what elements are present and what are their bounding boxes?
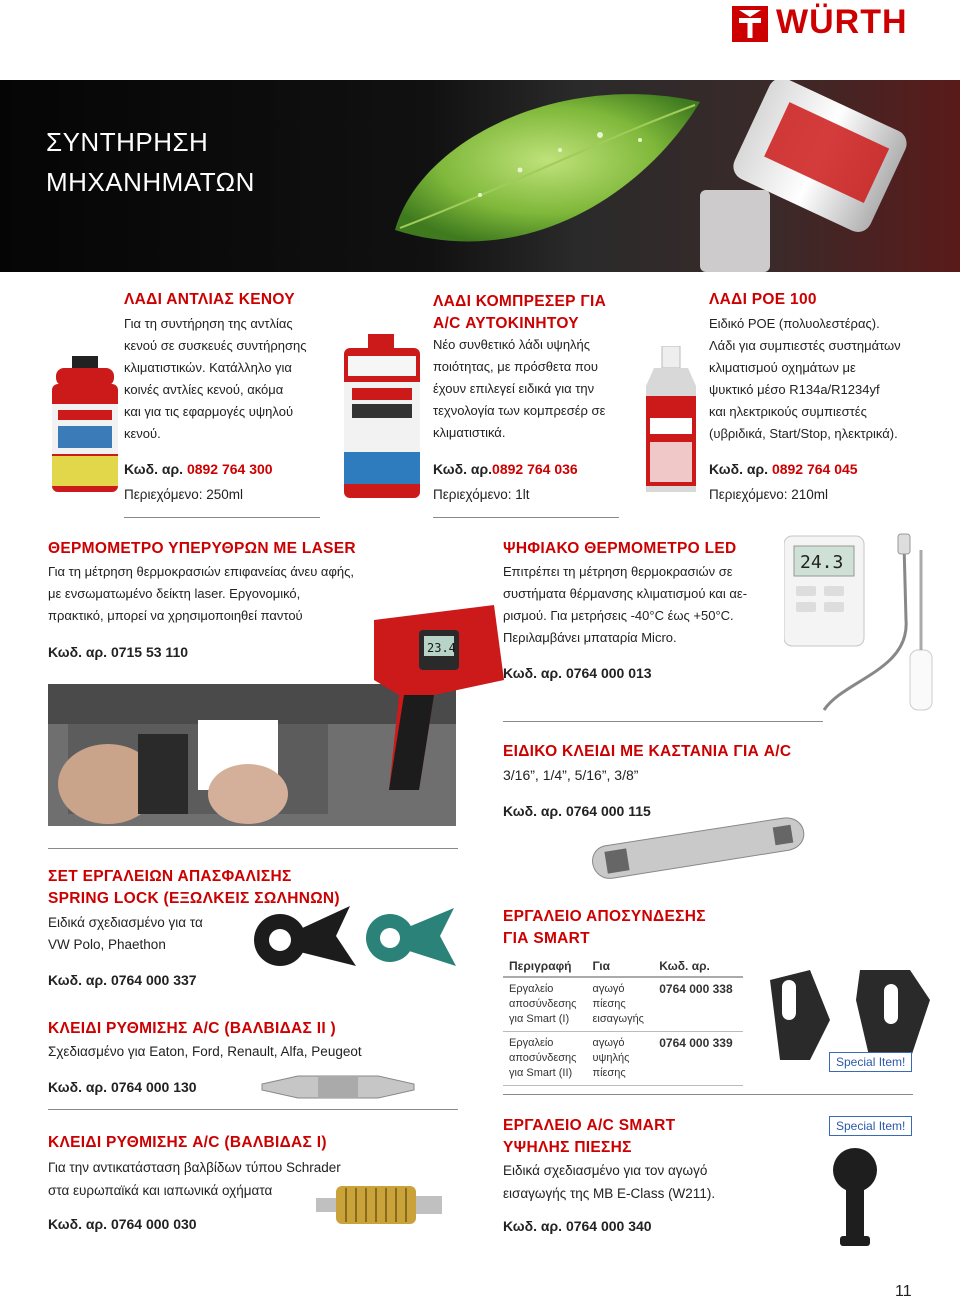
product3-content: Περιεχόμενο: 210ml [709, 487, 829, 502]
valve-key2-code [48, 1079, 197, 1095]
code-value: 0892 764 036 [492, 461, 578, 477]
code-label: Κωδ. αρ. [124, 461, 184, 477]
product1-line: Για τη συντήρηση της αντλίας [124, 316, 293, 331]
cell-line: αποσύνδεσης [509, 998, 577, 1010]
cell-line: πίεσης [592, 1067, 626, 1079]
code-value: 0892 764 045 [771, 461, 858, 477]
cell-line: για Smart (II) [509, 1067, 573, 1079]
table-cell: 0764 000 339 [653, 1032, 743, 1086]
product2-title-line1: ΛΑΔΙ ΚΟΜΠΡΕΣΕΡ ΓΙΑ [433, 293, 607, 310]
spring-lock-title-line2: SPRING LOCK (ΕΞΩΛΚΕΙΣ ΣΩΛΗΝΩΝ) [48, 890, 340, 907]
product3-line: και ηλεκτρικούς συμπιεστές [709, 404, 867, 419]
product1-line: κλιματιστικών. Κατάλληλο για [124, 360, 292, 375]
table-cell [503, 977, 586, 1032]
thermo-laser-line: Για τη μέτρηση θερμοκρασιών επιφανείας άνευ αφής, [48, 564, 354, 579]
product2-line: Νέο συνθετικό λάδι υψηλής [433, 337, 591, 352]
special-item-badge: Special Item! [829, 1052, 912, 1072]
thermo-laser-code [48, 644, 188, 660]
valve-key2-description: Σχεδιασμένο για Eaton, Ford, Renault, Alfa, Peugeot [48, 1044, 362, 1059]
vacuum-pump-oil-can [48, 356, 122, 496]
thermo-laser-line: πρακτικό, μπορεί να χρησιμοποιηθεί παντού [48, 608, 303, 623]
thermo-led-line: συστήματα θέρμανσης κλιματισμού και αε- [503, 586, 748, 601]
product3-description [709, 313, 949, 445]
table-row [503, 1032, 743, 1086]
code-value: 0764 000 030 [110, 1216, 197, 1232]
product2-title-line2: A/C ΑΥΤΟΚΙΝΗΤΟΥ [433, 315, 579, 332]
product2-rule [433, 517, 619, 518]
cell-line: υψηλής [592, 1052, 630, 1064]
product1-code [124, 461, 273, 477]
code-value: 0764 000 013 [565, 665, 652, 681]
ir-thermometer-gun [364, 600, 514, 800]
table-cell [586, 977, 653, 1032]
code-label: Κωδ. αρ. [433, 461, 493, 477]
cell-line: Εργαλείο [509, 983, 554, 995]
smart-hp-title-line2: ΥΨΗΛΗΣ ΠΙΕΣΗΣ [503, 1139, 632, 1156]
smart-hp-description [503, 1159, 763, 1205]
product1-line: κενού σε συσκευές συντήρησης [124, 338, 307, 353]
smart-tool-title [503, 906, 706, 950]
product1-rule [124, 517, 320, 518]
product2-description [433, 334, 633, 444]
spring-lock-code [48, 972, 197, 988]
valve-key1-tool [306, 1176, 456, 1236]
product2-code [433, 461, 578, 477]
code-label: Κωδ. αρ. [48, 972, 108, 988]
code-value: 0715 53 110 [110, 644, 189, 660]
code-label: Κωδ. αρ. [503, 803, 563, 819]
code-label: Κωδ. αρ. [48, 644, 108, 660]
product1-description [124, 313, 324, 445]
smart-tool-title-line2: ΓΙΑ SMART [503, 930, 590, 947]
thermo-led-line: Επιτρέπει τη μέτρηση θερμοκρασιών σε [503, 564, 733, 579]
code-label: Κωδ. αρ. [503, 665, 563, 681]
product3-line: Ειδικό POE (πολυολεστέρας). [709, 316, 880, 331]
product2-line: τεχνολογία των κομπρεσέρ σε [433, 403, 606, 418]
spring-lock-description [48, 912, 248, 956]
product3-line: Λάδι για συμπιεστές συστημάτων [709, 338, 901, 353]
cell-line: πίεσης [592, 998, 626, 1010]
product1-line: κοινές αντλίες κενού, ακόμα [124, 382, 284, 397]
cell-line: για Smart (I) [509, 1013, 570, 1025]
smart-hp-tool-image [810, 1140, 900, 1250]
code-value: 0764 000 115 [565, 803, 651, 819]
spring-lock-line: VW Polo, Phaethon [48, 937, 166, 952]
smart-hp-line: εισαγωγής της MB E-Class (W211). [503, 1186, 716, 1201]
thermo-led-rule [503, 721, 823, 722]
code-value: 0764 000 130 [110, 1079, 197, 1095]
smart-tool-rule [503, 1094, 913, 1095]
led-display-value: 24.3 [800, 552, 844, 573]
smart-tool-title-line1: ΕΡΓΑΛΕΙΟ ΑΠΟΣΥΝΔΕΣΗΣ [503, 908, 706, 925]
code-label: Κωδ. αρ. [503, 1218, 563, 1234]
product3-line: κλιματισμού οχημάτων με [709, 360, 856, 375]
banner-title [46, 122, 255, 202]
spring-lock-title-line1: ΣΕΤ ΕΡΓΑΛΕΙΩΝ ΑΠΑΣΦΑΛΙΣΗΣ [48, 868, 292, 885]
cell-line: εισαγωγής [592, 1013, 644, 1025]
product3-title: ΛΑΔΙ POE 100 [709, 291, 817, 308]
spring-lock-line: Ειδικά σχεδιασμένο για τα [48, 915, 203, 930]
ratchet-sizes: 3/16”, 1/4”, 5/16”, 3/8” [503, 767, 639, 783]
product2-title [433, 291, 606, 335]
valve-key1-code [48, 1216, 197, 1232]
table-cell [586, 1032, 653, 1086]
smart-hp-code [503, 1218, 652, 1234]
valve-key1-line: στα ευρωπαϊκά και ιαπωνικά οχήματα [48, 1183, 273, 1198]
table-header-cell: Κωδ. αρ. [653, 956, 743, 977]
product3-line: ψυκτικό μέσο R134a/R1234yf [709, 382, 880, 397]
banner-title-line2: ΜΗΧΑΝΗΜΑΤΩΝ [46, 167, 255, 197]
table-header-cell: Για [586, 956, 653, 977]
product2-line: έχουν επιλεγεί ειδικά για την [433, 381, 595, 396]
thermo-led-line: Περιλαμβάνει μπαταρία Micro. [503, 630, 677, 645]
thermo-led-line: ρισμού. Για μετρήσεις -40°C έως +50°C. [503, 608, 734, 623]
compressor-oil-can [338, 334, 426, 504]
product1-line: κενού. [124, 426, 161, 441]
poe-oil-bottle [640, 346, 702, 496]
led-thermometer [784, 530, 944, 730]
product2-line: ποιότητας, με πρόσθετα που [433, 359, 599, 374]
product1-line: και για τις εφαρμογές υψηλού [124, 404, 294, 419]
special-item-badge: Special Item! [829, 1116, 912, 1136]
cell-line: αγωγό [592, 983, 625, 995]
valve-key2-tool [258, 1070, 418, 1104]
ir-display-value: 23.4 [427, 641, 456, 655]
thermo-led-title: ΨΗΦΙΑΚΟ ΘΕΡΜΟΜΕΤΡΟ LED [503, 540, 737, 557]
product3-code [709, 461, 858, 477]
thermo-led-description [503, 561, 783, 649]
cell-line: αγωγό [592, 1037, 625, 1049]
table-cell [503, 1032, 586, 1086]
table-row [503, 977, 743, 1032]
smart-hp-title-line1: ΕΡΓΑΛΕΙΟ A/C SMART [503, 1117, 676, 1134]
thermo-laser-title: ΘΕΡΜΟΜΕΤΡΟ ΥΠΕΡΥΘΡΩΝ ΜΕ LASER [48, 540, 356, 557]
cell-line: Εργαλείο [509, 1037, 554, 1049]
hero-banner [0, 80, 960, 272]
code-label: Κωδ. αρ. [48, 1079, 108, 1095]
code-label: Κωδ. αρ. [709, 461, 769, 477]
brand-logo [730, 4, 920, 44]
valve-key1-line: Για την αντικατάσταση βαλβίδων τύπου Schrader [48, 1160, 341, 1175]
brand-name: WÜRTH [776, 3, 908, 41]
product3-line: (υβριδικά, Start/Stop, ηλεκτρικά). [709, 426, 898, 441]
thermo-led-code [503, 665, 652, 681]
valve-key2-title: ΚΛΕΙΔΙ ΡΥΘΜΙΣΗΣ A/C (ΒΑΛΒΙΔΑΣ II ) [48, 1020, 337, 1037]
table-cell: 0764 000 338 [653, 977, 743, 1032]
page-number: 11 [895, 1283, 912, 1300]
table-header-cell: Περιγραφή [503, 956, 586, 977]
table-header-row [503, 956, 743, 977]
ratchet-wrench [584, 806, 814, 896]
smart-tool-table [503, 956, 743, 1086]
code-value: 0764 000 340 [565, 1218, 652, 1234]
cell-line: αποσύνδεσης [509, 1052, 577, 1064]
code-label: Κωδ. αρ. [48, 1216, 108, 1232]
code-value: 0764 000 337 [110, 972, 197, 988]
spring-lock-tools [240, 900, 460, 990]
product2-line: κλιματιστικά. [433, 425, 506, 440]
product2-content: Περιεχόμενο: 1lt [433, 487, 530, 502]
code-value: 0892 764 300 [186, 461, 273, 477]
thermo-laser-rule [48, 848, 458, 849]
valve-key1-title: ΚΛΕΙΔΙ ΡΥΘΜΙΣΗΣ A/C (ΒΑΛΒΙΔΑΣ I) [48, 1134, 327, 1151]
smart-hp-line: Ειδικά σχεδιασμένο για τον αγωγό [503, 1163, 708, 1178]
product1-title: ΛΑΔΙ ΑΝΤΛΙΑΣ ΚΕΝΟΥ [124, 291, 295, 308]
product1-content: Περιεχόμενο: 250ml [124, 487, 244, 502]
banner-title-line1: ΣΥΝΤΗΡΗΣΗ [46, 127, 209, 157]
wurth-logo-icon [730, 4, 770, 44]
ratchet-title: ΕΙΔΙΚΟ ΚΛΕΙΔΙ ΜΕ ΚΑΣΤΑΝΙΑ ΓΙΑ A/C [503, 743, 792, 760]
valve-key2-rule [48, 1109, 458, 1110]
smart-hp-title [503, 1115, 675, 1159]
thermo-laser-line: με ενσωματωμένο δείκτη laser. Εργονομικό, [48, 586, 301, 601]
